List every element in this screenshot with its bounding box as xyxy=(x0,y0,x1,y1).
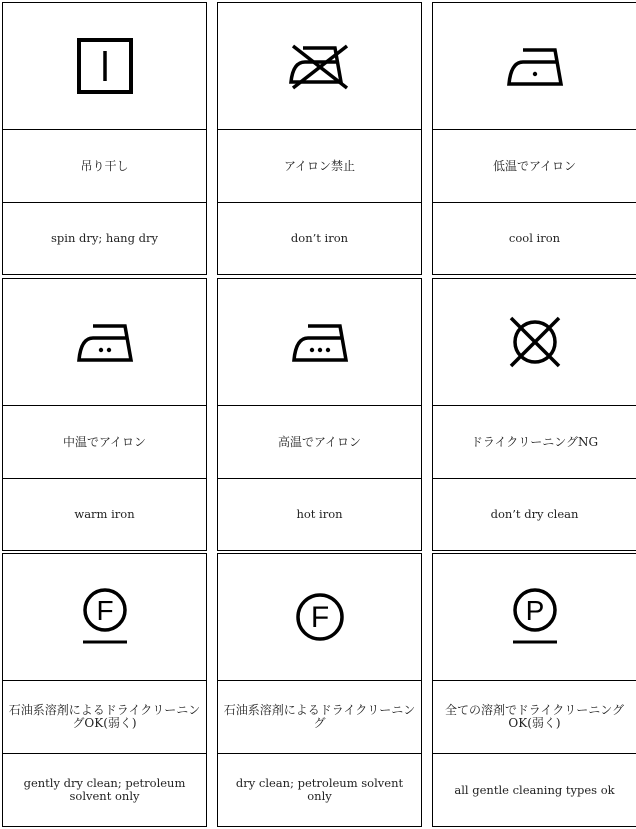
english-label: hot iron xyxy=(296,507,343,521)
symbol-cell xyxy=(218,279,421,406)
english-label: gently dry clean; petroleum solvent only xyxy=(23,776,186,803)
symbol-cell xyxy=(218,3,421,130)
symbol-letter: P xyxy=(525,595,544,626)
care-card-hot-iron xyxy=(217,278,422,551)
english-label: cool iron xyxy=(508,231,561,245)
japanese-label: 高温でアイロン xyxy=(218,406,421,479)
care-card-gentle-dry-clean-p xyxy=(432,553,636,827)
english-label: don’t dry clean xyxy=(490,507,579,521)
care-card-hang-dry xyxy=(2,2,207,275)
japanese-label: アイロン禁止 xyxy=(218,130,421,203)
dry-clean-f-gentle-icon xyxy=(75,584,135,650)
hang-dry-icon xyxy=(75,36,135,96)
english-label: don’t iron xyxy=(290,231,349,245)
care-card-no-iron xyxy=(217,2,422,275)
dry-clean-p-gentle-icon xyxy=(505,584,565,650)
english-label: all gentle cleaning types ok xyxy=(454,782,615,797)
care-card-no-dry-clean xyxy=(432,278,636,551)
care-card-dry-clean-f xyxy=(217,553,422,827)
symbol-cell xyxy=(218,554,421,681)
japanese-label: 低温でアイロン xyxy=(433,130,636,203)
care-card-gentle-dry-clean-f xyxy=(2,553,207,827)
iron-low-icon xyxy=(505,44,565,88)
symbol-cell xyxy=(3,3,206,130)
symbol-cell xyxy=(3,279,206,406)
no-iron-icon xyxy=(285,38,355,94)
symbol-cell xyxy=(433,3,636,130)
japanese-label: ドライクリーニングNG xyxy=(433,406,636,479)
japanese-label: 吊り干し xyxy=(3,130,206,203)
symbol-letter: F xyxy=(95,595,114,626)
symbol-letter: F xyxy=(310,601,329,634)
japanese-label: 全ての溶剤でドライクリーニングOK(弱く) xyxy=(433,681,636,754)
japanese-label: 中温でアイロン xyxy=(3,406,206,479)
symbol-cell xyxy=(433,554,636,681)
iron-high-icon xyxy=(290,320,350,364)
care-card-warm-iron xyxy=(2,278,207,551)
symbol-cell xyxy=(433,279,636,406)
japanese-label: 石油系溶剤によるドライクリーニングOK(弱く) xyxy=(3,681,206,754)
dry-clean-f-icon xyxy=(290,587,350,647)
symbol-cell xyxy=(3,554,206,681)
english-label: dry clean; petroleum solvent only xyxy=(235,776,404,803)
care-card-cool-iron xyxy=(432,2,636,275)
english-label: spin dry; hang dry xyxy=(51,231,158,245)
no-dry-clean-icon xyxy=(505,312,565,372)
japanese-label: 石油系溶剤によるドライクリーニング xyxy=(218,681,421,754)
english-label: warm iron xyxy=(74,507,135,521)
iron-medium-icon xyxy=(75,320,135,364)
